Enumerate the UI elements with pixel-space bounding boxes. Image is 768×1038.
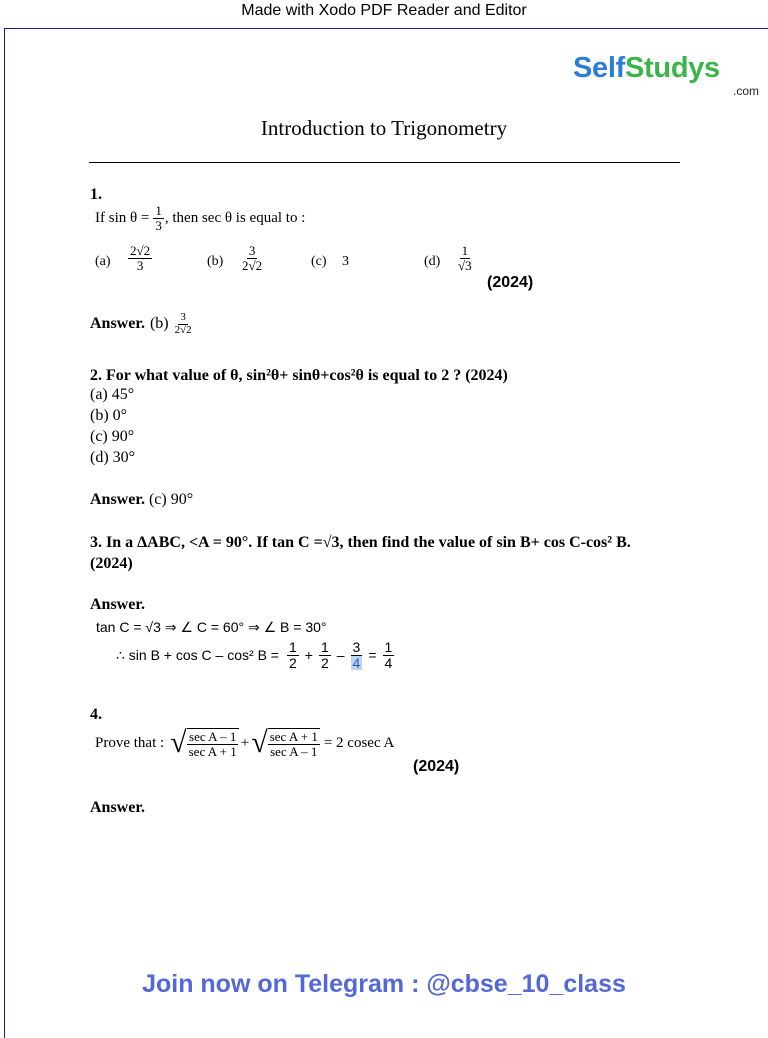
q2-option-d: (d) 30° xyxy=(90,449,136,466)
q4-plus: + xyxy=(240,734,250,751)
q1-stem-frac-den: 3 xyxy=(155,217,162,233)
page-frame xyxy=(4,28,768,1038)
q3-solution-line2 xyxy=(116,640,400,670)
q1-stem-prefix: If sin θ = xyxy=(95,209,150,226)
q3-op-1: + xyxy=(304,647,313,664)
q3-frac-1-den: 2 xyxy=(288,654,297,671)
q4-answer-label: Answer. xyxy=(90,799,145,816)
logo-self: Self xyxy=(573,52,625,84)
q1-answer xyxy=(90,312,194,336)
q1-year: (2024) xyxy=(487,274,534,291)
q4-stem xyxy=(95,728,394,758)
q4-t1-den: sec A + 1 xyxy=(188,743,237,759)
q4-year: (2024) xyxy=(413,758,460,775)
q3-frac-1-num: 1 xyxy=(288,639,297,655)
q4-t2-den: sec A – 1 xyxy=(270,743,318,759)
q3-stem-line2: (2024) xyxy=(90,555,133,572)
q4-t2-num: sec A + 1 xyxy=(269,729,318,744)
q1-answer-fraction xyxy=(173,312,194,336)
q3-answer-label: Answer. xyxy=(90,596,145,613)
q3-frac-2-den: 2 xyxy=(320,654,329,671)
q1-stem-fraction xyxy=(153,204,164,232)
logo-domain: .com xyxy=(733,84,760,98)
q1-option-d-value xyxy=(456,244,474,272)
q3-op-3: = xyxy=(368,647,377,664)
q1-stem-frac-num: 1 xyxy=(155,203,162,218)
q1-answer-num: 3 xyxy=(180,311,186,323)
q1-stem xyxy=(95,204,305,232)
q2-answer-label: Answer. xyxy=(90,491,145,508)
q2-answer-value: (c) 90° xyxy=(148,491,194,508)
q1-answer-option: (b) xyxy=(149,315,169,333)
q1-opt-a-den: 3 xyxy=(136,257,144,273)
q1-opt-a-num: 2√2 xyxy=(130,243,151,258)
q4-t1-num: sec A – 1 xyxy=(189,729,237,744)
q2-answer xyxy=(90,491,193,509)
q3-op-2: – xyxy=(336,647,345,664)
selfstudys-logo xyxy=(573,52,720,85)
q1-option-a-label: (a) xyxy=(95,254,111,269)
q1-option-c-value: 3 xyxy=(342,254,349,269)
q4-sqrt-1-icon: √ xyxy=(170,726,187,760)
q1-opt-b-num: 3 xyxy=(248,243,256,258)
q3-solution-line1: tan C = √3 ⇒ ∠ C = 60° ⇒ ∠ B = 30° xyxy=(96,619,327,635)
q1-opt-b-den: 2√2 xyxy=(242,257,263,273)
q4-sqrt-2-icon: √ xyxy=(251,726,268,760)
q3-stem-line1: 3. In a ΔABC, <A = 90°. If tan C =√3, then find the value of sin B+ cos C-cos² B. xyxy=(90,534,631,551)
q4-number: 4. xyxy=(90,706,102,723)
logo-studys: Studys xyxy=(625,52,720,84)
q4-term-2 xyxy=(251,728,320,758)
q3-frac-1 xyxy=(287,640,299,670)
q3-frac-3 xyxy=(351,640,363,670)
app-banner: Made with Xodo PDF Reader and Editor xyxy=(241,2,527,19)
title-divider xyxy=(89,162,680,163)
q2-option-c: (c) 90° xyxy=(90,428,135,445)
q1-answer-label: Answer. xyxy=(90,315,145,333)
q1-option-b-value xyxy=(240,244,264,272)
q4-rhs: = 2 cosec A xyxy=(323,734,395,751)
q3-frac-4-num: 1 xyxy=(384,639,393,655)
q3-frac-4 xyxy=(383,640,395,670)
q1-stem-suffix: , then sec θ is equal to : xyxy=(164,209,306,226)
q4-term-1 xyxy=(170,728,239,758)
q1-answer-den: 2√2 xyxy=(174,323,192,336)
q1-opt-d-num: 1 xyxy=(461,243,469,258)
q2-option-b: (b) 0° xyxy=(90,407,128,424)
q3-frac-3-den: 4 xyxy=(352,654,361,671)
q3-sol2-prefix: ∴ sin B + cos C – cos² B = xyxy=(116,646,279,663)
q4-prove-label: Prove that : xyxy=(95,734,165,751)
q2-option-a: (a) 45° xyxy=(90,386,135,403)
q3-frac-3-num: 3 xyxy=(352,639,361,655)
q1-option-c-label: (c) xyxy=(311,254,327,269)
q3-frac-4-den: 4 xyxy=(384,654,393,671)
q3-frac-2 xyxy=(319,640,331,670)
q1-number: 1. xyxy=(90,186,102,203)
q1-option-a-value xyxy=(128,244,152,272)
q1-option-b-label: (b) xyxy=(207,254,224,269)
q1-opt-d-den: √3 xyxy=(458,257,472,273)
q2-stem: 2. For what value of θ, sin²θ+ sinθ+cos²θ is equal to 2 ? (2024) xyxy=(90,367,508,384)
page-title: Introduction to Trigonometry xyxy=(260,116,508,140)
telegram-promo[interactable]: Join now on Telegram : @cbse_10_class xyxy=(142,970,626,998)
q3-frac-2-num: 1 xyxy=(320,639,329,655)
q1-option-d-label: (d) xyxy=(424,254,441,269)
